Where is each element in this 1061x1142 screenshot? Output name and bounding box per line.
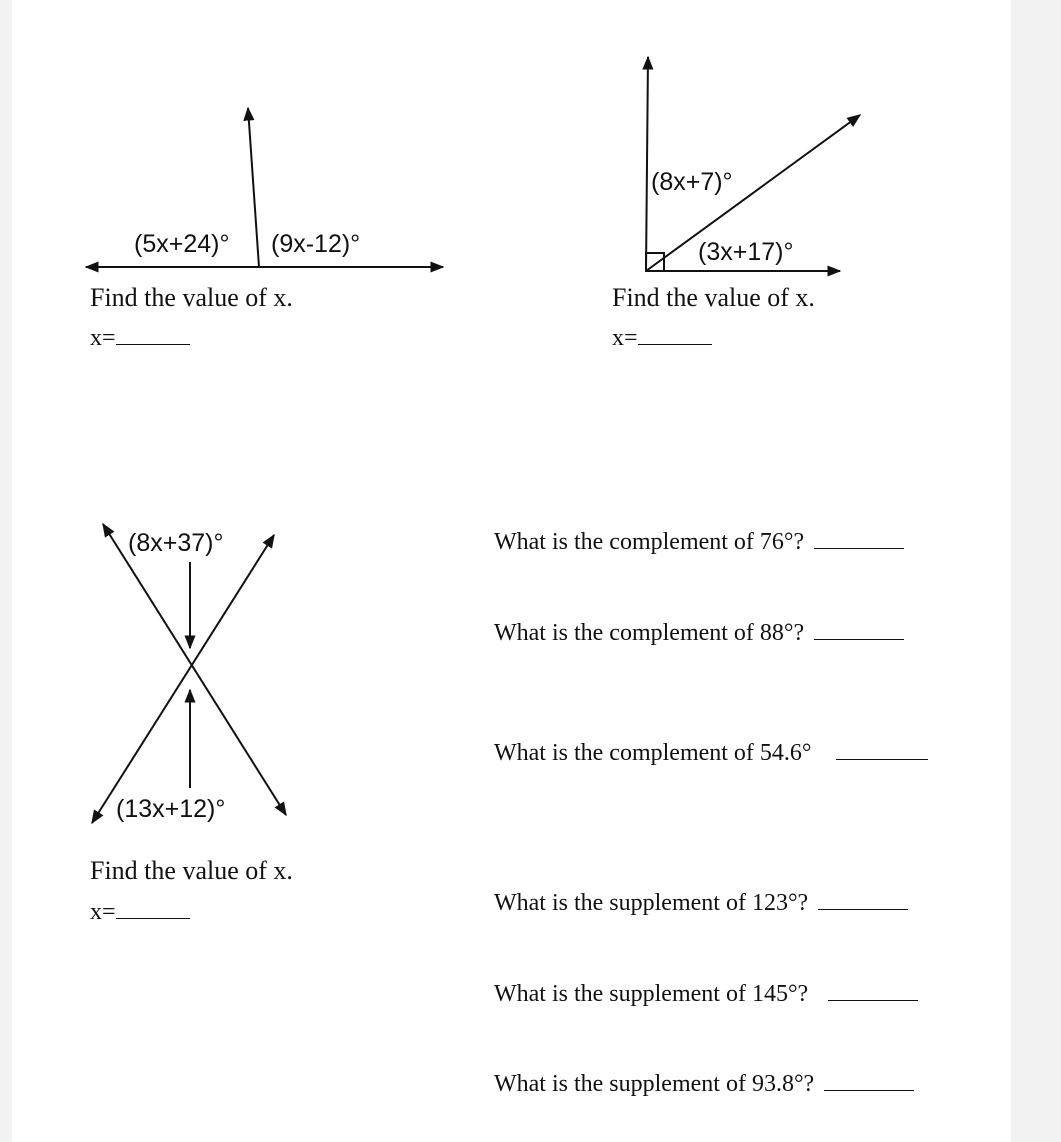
answer-blank[interactable] bbox=[116, 896, 190, 919]
question-complement-76 bbox=[494, 526, 904, 556]
answer-label: x= bbox=[612, 325, 638, 351]
answer-blank[interactable] bbox=[814, 617, 904, 640]
vertical-ray bbox=[646, 57, 648, 271]
angle-label-3x-17: (3x+17)° bbox=[698, 238, 794, 266]
answer-label: x= bbox=[90, 325, 116, 351]
angle-label-9x-12: (9x-12)° bbox=[271, 230, 361, 258]
answer-blank[interactable] bbox=[638, 322, 712, 345]
problem-2-prompt: Find the value of x. bbox=[612, 283, 815, 312]
question-supplement-123 bbox=[494, 887, 908, 917]
angle-label-8x-7: (8x+7)° bbox=[651, 168, 733, 196]
question-text: What is the supplement of 123°? bbox=[494, 890, 809, 916]
question-complement-54-6 bbox=[494, 737, 928, 767]
question-text: What is the supplement of 93.8°? bbox=[494, 1071, 815, 1097]
problem-3-prompt: Find the value of x. bbox=[90, 856, 293, 885]
problem-1-prompt: Find the value of x. bbox=[90, 283, 293, 312]
question-supplement-93-8 bbox=[494, 1068, 914, 1098]
question-text: What is the supplement of 145°? bbox=[494, 981, 809, 1007]
problem-2-answer-line bbox=[612, 322, 712, 352]
question-complement-88 bbox=[494, 617, 904, 647]
problem-3-answer-line bbox=[90, 896, 190, 926]
question-text: What is the complement of 76°? bbox=[494, 529, 805, 555]
answer-blank[interactable] bbox=[818, 887, 908, 910]
question-supplement-145 bbox=[494, 978, 918, 1008]
answer-blank[interactable] bbox=[828, 978, 918, 1001]
question-text: What is the complement of 88°? bbox=[494, 620, 805, 646]
problem-1-answer-line bbox=[90, 322, 190, 352]
line-a bbox=[103, 524, 286, 815]
answer-blank[interactable] bbox=[116, 322, 190, 345]
line-b bbox=[92, 535, 274, 823]
answer-blank[interactable] bbox=[824, 1068, 914, 1091]
angle-label-8x-37: (8x+37)° bbox=[128, 529, 224, 557]
answer-blank[interactable] bbox=[814, 526, 904, 549]
angle-label-5x-24: (5x+24)° bbox=[134, 230, 230, 258]
answer-blank[interactable] bbox=[836, 737, 928, 760]
question-text: What is the complement of 54.6° bbox=[494, 740, 812, 766]
figure-vertical-angles bbox=[92, 524, 286, 823]
answer-label: x= bbox=[90, 899, 116, 925]
vertical-ray bbox=[248, 108, 259, 267]
angle-label-13x-12: (13x+12)° bbox=[116, 795, 226, 823]
